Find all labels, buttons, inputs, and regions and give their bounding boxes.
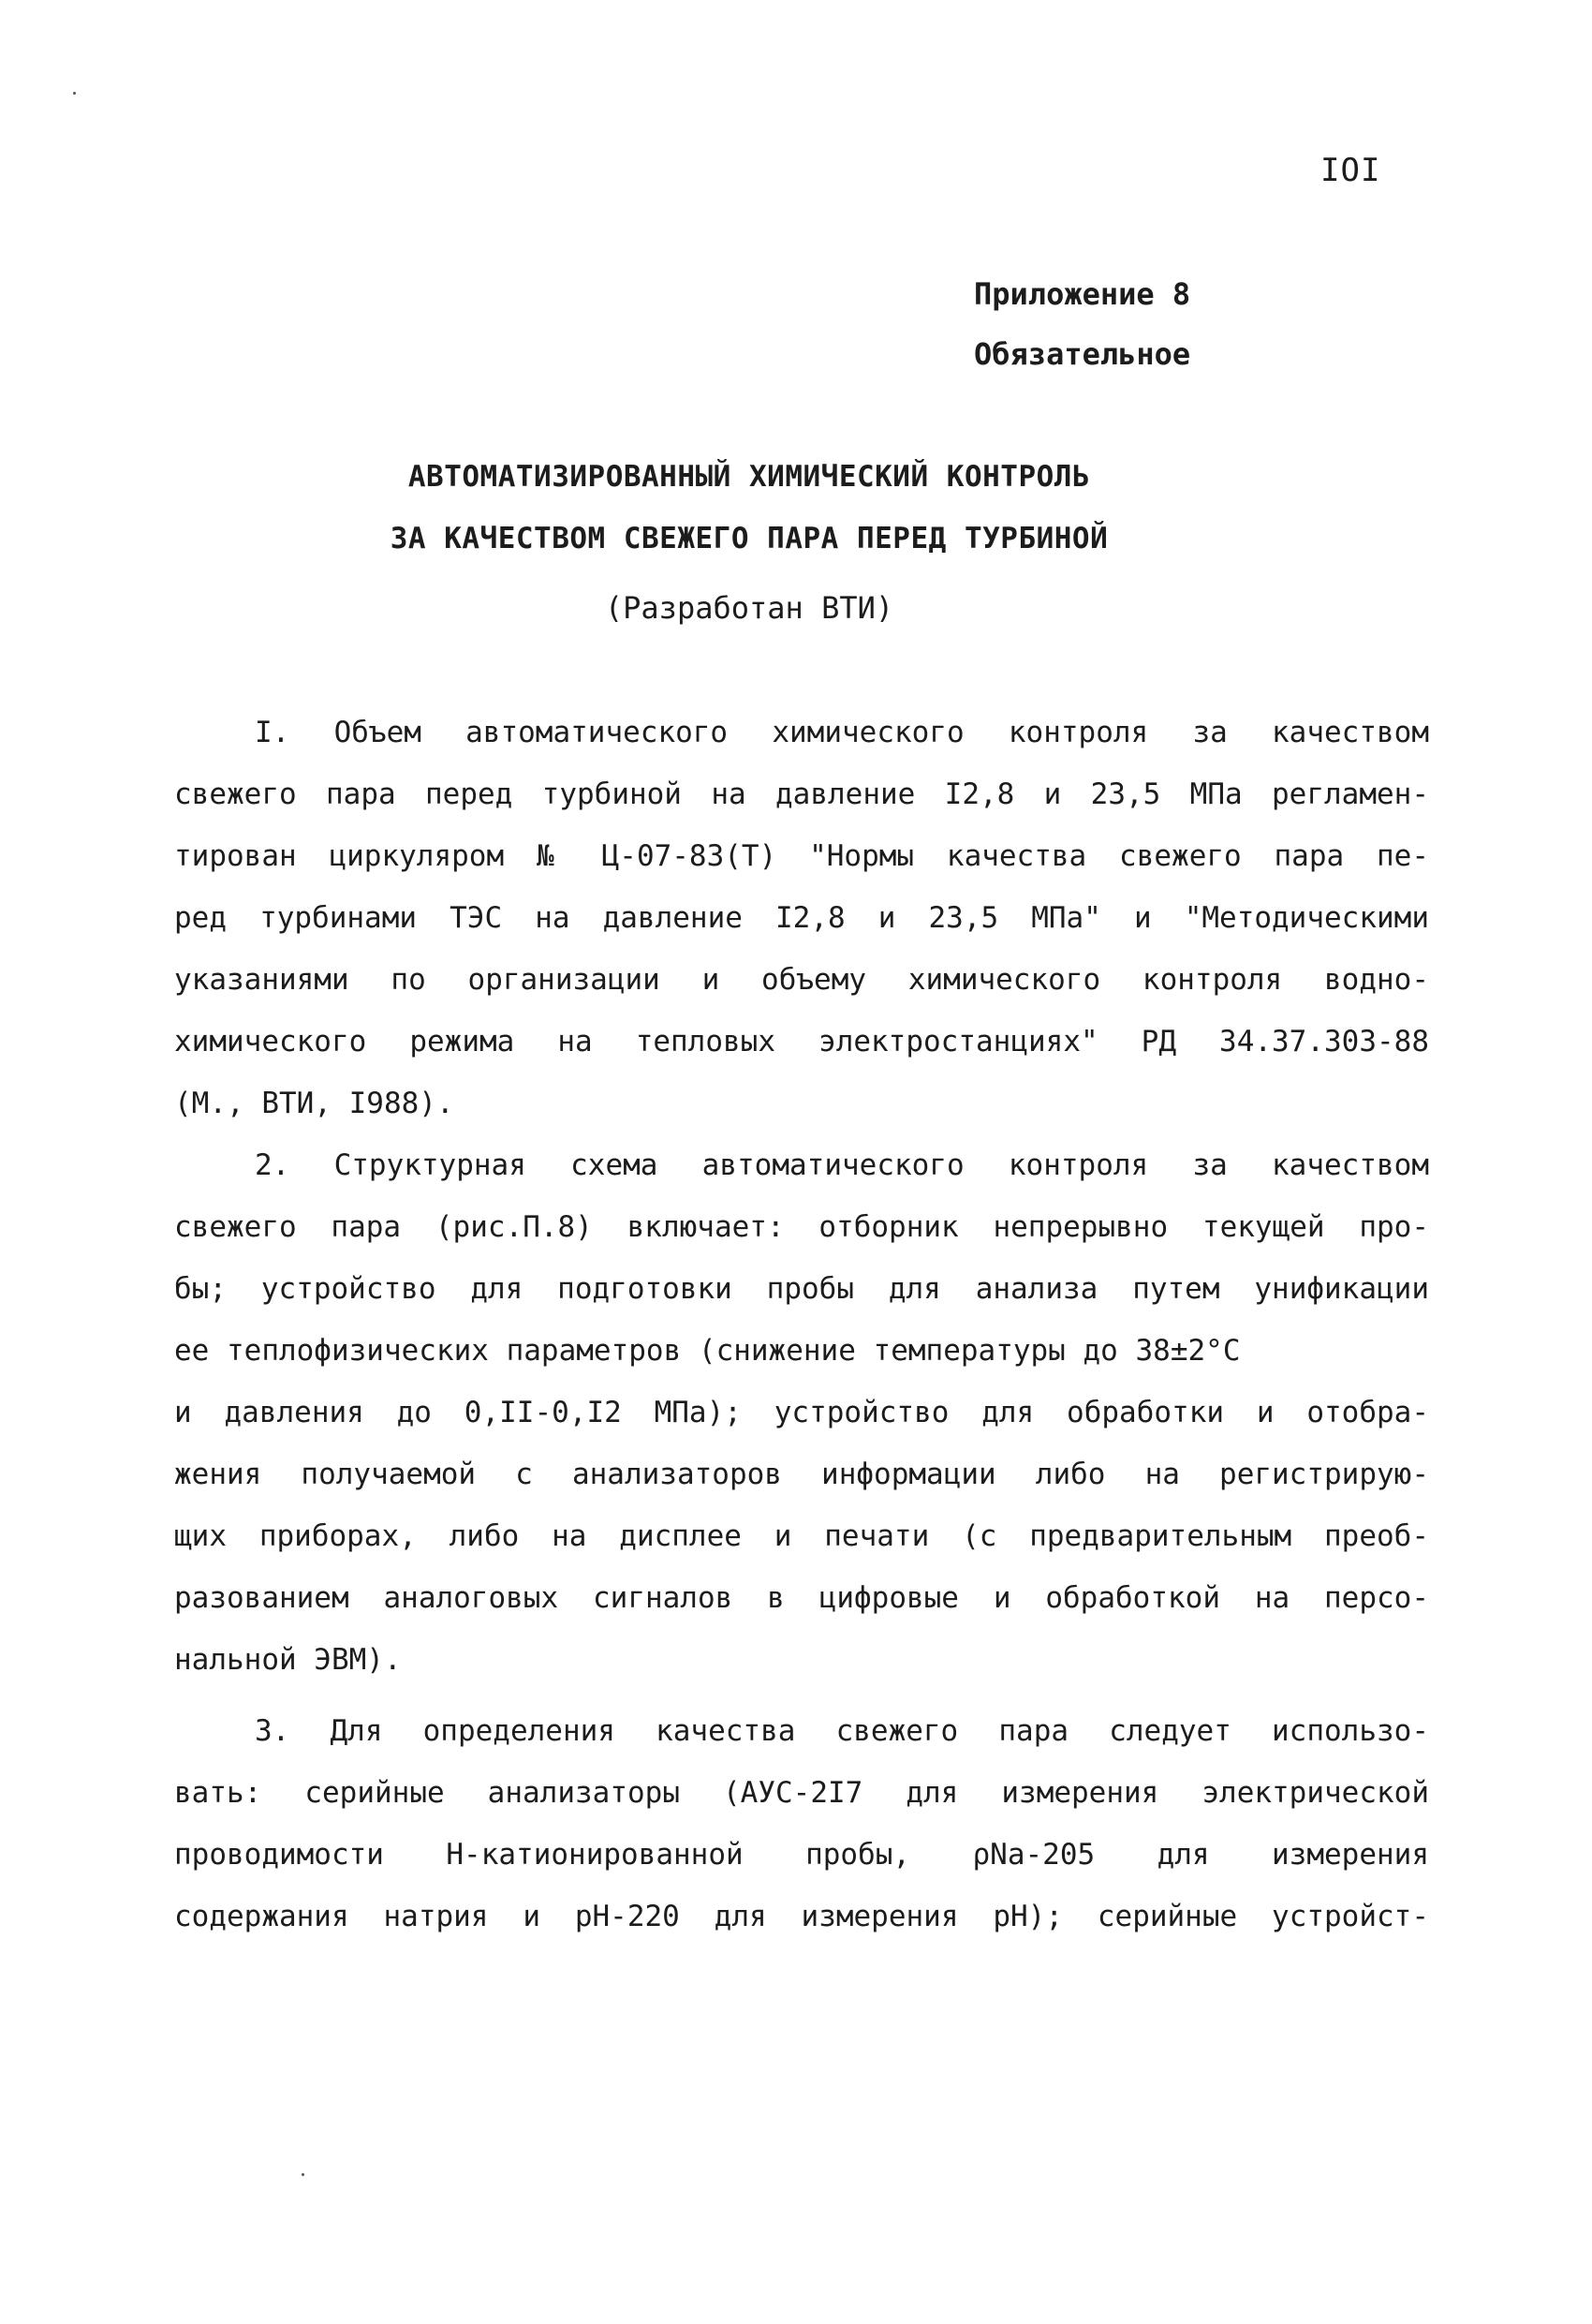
title-line-2: ЗА КАЧЕСТВОМ СВЕЖЕГО ПАРА ПЕРЕД ТУРБИНОЙ	[390, 522, 1109, 555]
paragraph-line: проводимости Н-катионированной пробы, ρNa-205 для измерения	[174, 1838, 1429, 1872]
scan-speck	[302, 2173, 304, 2176]
paragraph-line: бы; устройство для подготовки пробы для анализа путем унификации	[174, 1272, 1429, 1306]
paragraph-line: 2. Структурная схема автоматического контроля за качеством	[255, 1148, 1429, 1182]
paragraph-gap	[174, 1691, 1429, 1700]
paragraph-1	[174, 702, 1429, 1134]
paragraph-line: свежего пара (рис.П.8) включает: отборник непрерывно текущей про-	[174, 1210, 1429, 1244]
paragraph-line: разованием аналоговых сигналов в цифровые и обработкой на персо-	[174, 1581, 1429, 1615]
paragraph-line: свежего пара перед турбиной на давление I2,8 и 23,5 МПа регламен-	[174, 777, 1429, 811]
scan-speck	[73, 92, 76, 95]
page-number: IOI	[1320, 152, 1381, 189]
paragraph-line: жения получаемой с анализаторов информации либо на регистрирую-	[174, 1458, 1429, 1491]
paragraph-line: содержания натрия и рН-220 для измерения рН); серийные устройст-	[174, 1900, 1429, 1933]
paragraph-line: ред турбинами ТЭС на давление I2,8 и 23,5 МПа" и "Методическими	[174, 901, 1429, 935]
paragraph-line: щих приборах, либо на дисплее и печати (с предварительным преоб-	[174, 1519, 1429, 1553]
title-line-1: АВТОМАТИЗИРОВАННЫЙ ХИМИЧЕСКИЙ КОНТРОЛЬ	[407, 460, 1091, 494]
appendix-label: Приложение 8	[974, 276, 1191, 312]
paragraph-line: ее теплофизических параметров (снижение температуры до 38±2°С	[174, 1334, 1241, 1368]
paragraph-2	[174, 1134, 1429, 1691]
document-subtitle: (Разработан ВТИ)	[604, 590, 894, 626]
document-title	[0, 446, 1498, 570]
paragraph-line: тирован циркуляром № Ц-07-83(Т) "Нормы качества свежего пара пе-	[174, 839, 1429, 873]
paragraph-line: химического режима на тепловых электростанциях" РД 34.37.303-88	[174, 1025, 1429, 1058]
paragraph-line: вать: серийные анализаторы (АУС-2I7 для измерения электрической	[174, 1776, 1429, 1810]
paragraph-line: (М., ВТИ, I988).	[174, 1087, 454, 1120]
paragraph-line: I. Объем автоматического химического контроля за качеством	[255, 716, 1429, 749]
paragraph-line: нальной ЭВМ).	[174, 1643, 402, 1677]
paragraph-line: 3. Для определения качества свежего пара следует использо-	[255, 1714, 1429, 1748]
paragraph-line: указаниями по организации и объему химического контроля водно-	[174, 963, 1429, 997]
appendix-header	[974, 264, 1190, 384]
document-body	[174, 702, 1429, 1947]
paragraph-3	[174, 1700, 1429, 1947]
paragraph-line: и давления до 0,II-0,I2 МПа); устройство для обработки и отобра-	[174, 1396, 1429, 1429]
appendix-status: Обязательное	[974, 336, 1191, 372]
